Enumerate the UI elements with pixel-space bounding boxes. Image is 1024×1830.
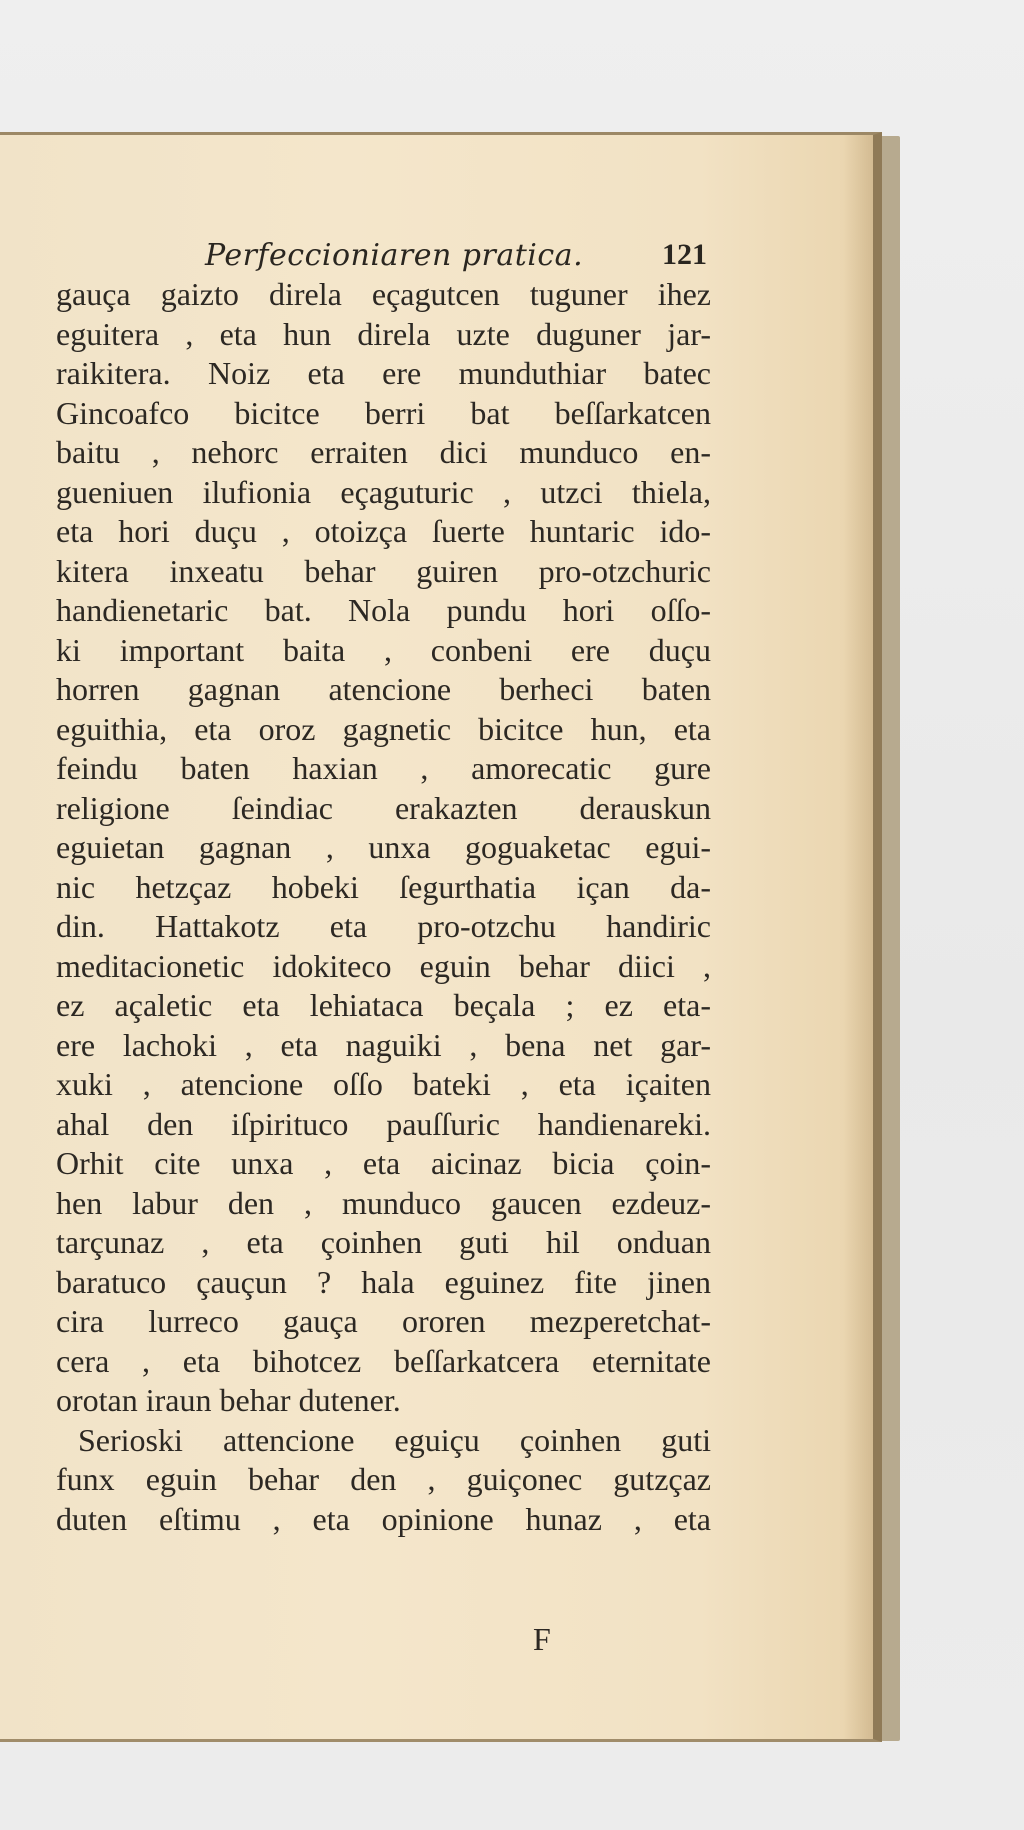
text-line: ez açaletic eta lehiataca beçala ; ez eta- xyxy=(56,987,711,1023)
text-line: duten eſtimu , eta opinione hunaz , eta xyxy=(56,1500,711,1537)
text-line: eguithia, eta oroz gagnetic bicitce hun, eta xyxy=(56,710,711,747)
text-line: eguitera , eta hun direla uzte duguner jar- xyxy=(56,315,711,352)
text-line: baitu , nehorc erraiten dici munduco en- xyxy=(56,434,711,470)
text-line: horren gagnan atencione berheci baten xyxy=(56,671,711,707)
page-header xyxy=(205,238,707,276)
catchword: F xyxy=(533,1621,551,1657)
text-line: ahal den iſpirituco pauſſuric handienareki. xyxy=(56,1105,711,1142)
text-line: hen labur den , munduco gaucen ezdeuz- xyxy=(56,1184,711,1221)
text-line: nic hetzçaz hobeki ſegurthatia içan da- xyxy=(56,868,711,905)
text-line: cera , eta bihotcez beſſarkatcera eternitate xyxy=(56,1342,711,1379)
text-line: baratuco çauçun ? hala eguinez fite jinen xyxy=(56,1263,711,1300)
text-line: Gincoafco bicitce berri bat beſſarkatcen xyxy=(56,394,711,431)
text-line: feindu baten haxian , amorecatic gure xyxy=(56,750,711,786)
text-line: tarçunaz , eta çoinhen guti hil onduan xyxy=(56,1224,711,1260)
text-line: handienetaric bat. Nola pundu hori oſſo- xyxy=(56,592,711,628)
text-line: funx eguin behar den , guiçonec gutzçaz xyxy=(56,1461,711,1497)
text-line: eguietan gagnan , unxa goguaketac egui- xyxy=(56,829,711,865)
body-text xyxy=(56,275,711,1539)
text-line: Orhit cite unxa , eta aicinaz bicia çoin- xyxy=(56,1145,711,1181)
book-page xyxy=(0,132,882,1742)
text-line: gauça gaizto direla eçagutcen tuguner ihez xyxy=(56,276,711,312)
text-line: meditacionetic idokiteco eguin behar diici , xyxy=(56,947,711,984)
page-number: 121 xyxy=(662,238,707,271)
text-line: gueniuen ilufionia eçaguturic , utzci thiela, xyxy=(56,473,711,510)
text-line: religione ſeindiac erakazten derauskun xyxy=(56,789,711,826)
text-line: raikitera. Noiz eta ere munduthiar batec xyxy=(56,355,711,391)
text-line: ere lachoki , eta naguiki , bena net gar- xyxy=(56,1026,711,1063)
text-line: eta hori duçu , otoizça ſuerte huntaric ido- xyxy=(56,513,711,549)
running-title: Perfeccioniaren pratica. xyxy=(205,238,584,273)
text-line: cira lurreco gauça ororen mezperetchat- xyxy=(56,1303,711,1339)
text-line: Serioski attencione eguiçu çoinhen guti xyxy=(78,1421,711,1458)
text-line: ki important baita , conbeni ere duçu xyxy=(56,631,711,668)
text-line: kitera inxeatu behar guiren pro-otzchuric xyxy=(56,552,711,589)
text-line: xuki , atencione oſſo bateki , eta içaiten xyxy=(56,1066,711,1102)
text-line: orotan iraun behar dutener. xyxy=(56,1382,401,1418)
text-line: din. Hattakotz eta pro-otzchu handiric xyxy=(56,908,711,944)
